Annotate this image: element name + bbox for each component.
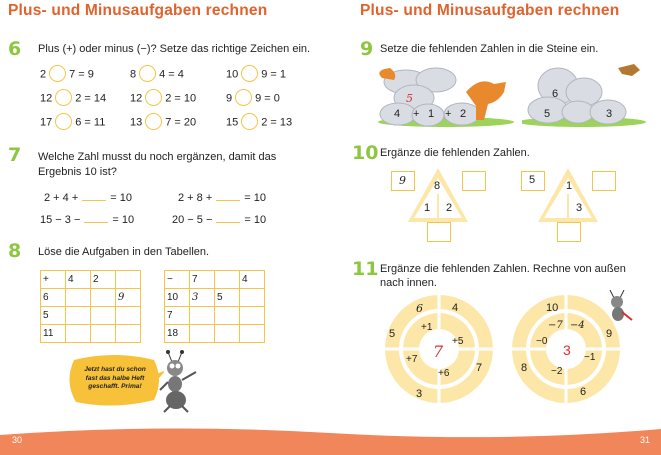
exercise-7-eq-3: 15 − 3 − = 10 (40, 214, 135, 226)
table-cell[interactable] (91, 325, 116, 343)
table-cell: 7 (190, 271, 215, 289)
exercise-6-equation: 2 7 = 9 (40, 66, 94, 83)
table-cell: 11 (41, 325, 66, 343)
answer-blank[interactable] (216, 190, 240, 201)
table-cell[interactable] (66, 289, 91, 307)
exercise-11-instruction-line2: nach innen. (380, 277, 437, 289)
stone-bottom-right: 2 (460, 108, 467, 120)
stone-bottom-middle: 1 (428, 108, 435, 120)
table-row (41, 289, 141, 307)
wheel2-inner-5: −0 (536, 336, 548, 347)
table-cell: 7 (165, 307, 190, 325)
table-cell[interactable] (116, 307, 141, 325)
answer-blank[interactable] (82, 190, 106, 201)
exercise-number-7: 7 (8, 144, 22, 166)
wheel1-outer-5: 5 (389, 328, 396, 340)
table-cell[interactable] (190, 307, 215, 325)
wheel2-outer-2: 9 (606, 328, 613, 340)
table-row (41, 307, 141, 325)
table-cell: 9 (116, 289, 141, 307)
page-title-right: Plus- und Minusaufgaben rechnen (360, 2, 620, 19)
exercise-number-10: 10 (352, 142, 379, 164)
triangle2-top: 1 (566, 180, 573, 192)
triangle1-left-value: 9 (399, 174, 406, 187)
table-cell[interactable] (190, 325, 215, 343)
exercise-6-equation: 12 2 = 10 (130, 90, 196, 107)
table-cell: 6 (41, 289, 66, 307)
page-title-left: Plus- und Minusaufgaben rechnen (8, 2, 268, 19)
exercise-6-equation: 13 7 = 20 (130, 114, 196, 131)
table-cell: 3 (190, 289, 215, 307)
exercise-number-11: 11 (352, 258, 379, 280)
table-row (41, 325, 141, 343)
stone-top-value: 5 (406, 92, 413, 105)
exercise-10-instruction: Ergänze die fehlenden Zahlen. (380, 147, 530, 159)
sign-circle[interactable] (55, 113, 72, 130)
table-cell[interactable] (215, 271, 240, 289)
table-cell[interactable] (116, 271, 141, 289)
sign-circle[interactable] (139, 65, 156, 82)
sign-circle[interactable] (145, 113, 162, 130)
table-cell[interactable] (240, 325, 265, 343)
speech-bubble-text: Jetzt hast du schon fast das halbe Heft geschafft. Prima! (84, 366, 146, 390)
table-row (165, 271, 265, 289)
triangle1-right-box[interactable] (462, 171, 486, 191)
wheel1-outer-2: 4 (452, 302, 459, 314)
table-cell: 5 (41, 307, 66, 325)
answer-blank[interactable] (216, 212, 240, 223)
wheel1-inner-4: +7 (406, 354, 418, 365)
exercise-7-instruction-line1: Welche Zahl musst du noch ergänzen, damit das (38, 151, 277, 163)
triangle2-right-box[interactable] (592, 171, 616, 191)
table-cell[interactable] (66, 325, 91, 343)
wheel2-outer-1: 10 (546, 302, 559, 314)
wheel2-inner-4: −2 (551, 366, 563, 377)
exercise-6-equation: 9 9 = 0 (226, 90, 280, 107)
table-cell[interactable] (116, 325, 141, 343)
table-cell: 10 (165, 289, 190, 307)
table-row (165, 289, 265, 307)
table-row (41, 271, 141, 289)
exercise-number-6: 6 (8, 38, 22, 60)
stone-op-1: + (413, 108, 420, 120)
wheel1-outer-1: 6 (416, 302, 423, 315)
triangle1-bottom-left: 1 (424, 202, 431, 214)
table-cell: 4 (240, 271, 265, 289)
table-cell: 18 (165, 325, 190, 343)
stone-op-2: + (445, 108, 452, 120)
wheel2-center: 3 (563, 342, 571, 358)
stones-pile-2 (522, 62, 652, 128)
table-cell[interactable] (240, 307, 265, 325)
table-cell[interactable] (215, 325, 240, 343)
wheel1-inner-2: +5 (452, 336, 464, 347)
footer-wave (0, 425, 661, 455)
table-cell[interactable] (240, 289, 265, 307)
answer-blank[interactable] (84, 212, 108, 223)
sign-circle[interactable] (235, 89, 252, 106)
exercise-6-equation: 15 2 = 13 (226, 114, 292, 131)
table-cell[interactable] (91, 307, 116, 325)
stone2-bottom-right: 3 (606, 108, 613, 120)
wheel2-inner-1: −7 (548, 320, 563, 331)
table-cell: 2 (91, 271, 116, 289)
wheel1-outer-4: 3 (416, 388, 423, 400)
wheel1-center: 7 (433, 342, 444, 361)
exercise-11-instruction-line1: Ergänze die fehlenden Zahlen. Rechne von außen (380, 263, 626, 275)
exercise-8-instruction: Löse die Aufgaben in den Tabellen. (38, 246, 210, 258)
wheel2-outer-4: 8 (521, 362, 528, 374)
triangle1-bottom-right: 2 (446, 202, 453, 214)
triangle1-bottom-box[interactable] (427, 222, 451, 242)
wheel1-outer-3: 7 (476, 362, 483, 374)
triangle2-bottom-box[interactable] (557, 222, 581, 242)
table-cell[interactable] (66, 307, 91, 325)
wheel2-inner-2: −4 (570, 320, 585, 331)
wheel2-inner-3: −1 (584, 352, 596, 363)
page-number-right: 31 (640, 435, 651, 445)
table-cell: + (41, 271, 66, 289)
exercise-6-instruction: Plus (+) oder minus (−)? Setze das richtige Zeichen ein. (38, 43, 311, 55)
table-row (165, 307, 265, 325)
triangle2-bottom-right: 3 (576, 202, 583, 214)
exercise-7-instruction-line2: Ergebnis 10 ist? (38, 166, 117, 178)
stone2-bottom-left: 5 (544, 108, 551, 120)
page-number-left: 30 (12, 435, 23, 445)
table-row (165, 325, 265, 343)
subtraction-table (164, 270, 265, 343)
ant-illustration (158, 350, 208, 414)
table-cell[interactable] (91, 289, 116, 307)
wheel1-inner-1: +1 (421, 322, 433, 333)
exercise-6-equation: 10 9 = 1 (226, 66, 286, 83)
exercise-7-eq-4: 20 − 5 − = 10 (172, 214, 267, 226)
sign-circle[interactable] (241, 65, 258, 82)
exercise-7-eq-1: 2 + 4 + = 10 (44, 192, 132, 204)
exercise-9-instruction: Setze die fehlenden Zahlen in die Steine ein. (380, 43, 599, 55)
sign-circle[interactable] (241, 113, 258, 130)
exercise-number-9: 9 (360, 38, 374, 60)
stone-bottom-left: 4 (394, 108, 401, 120)
stone2-top-value: 6 (552, 88, 559, 100)
table-cell: 5 (215, 289, 240, 307)
table-cell: − (165, 271, 190, 289)
sign-circle[interactable] (55, 89, 72, 106)
triangle2-left-value: 5 (529, 174, 536, 186)
exercise-6-equation: 8 4 = 4 (130, 66, 184, 83)
triangle1-top: 8 (434, 180, 441, 192)
exercise-7-eq-2: 2 + 8 + = 10 (178, 192, 266, 204)
wheel1-inner-3: +6 (438, 368, 450, 379)
exercise-number-8: 8 (8, 240, 22, 262)
sign-circle[interactable] (49, 65, 66, 82)
addition-table (40, 270, 141, 343)
sign-circle[interactable] (145, 89, 162, 106)
exercise-6-equation: 17 6 = 11 (40, 114, 105, 131)
table-cell: 4 (66, 271, 91, 289)
exercise-6-equation: 12 2 = 14 (40, 90, 106, 107)
wheel2-outer-3: 6 (580, 386, 587, 398)
ant-small-illustration (604, 290, 634, 326)
table-cell[interactable] (215, 307, 240, 325)
